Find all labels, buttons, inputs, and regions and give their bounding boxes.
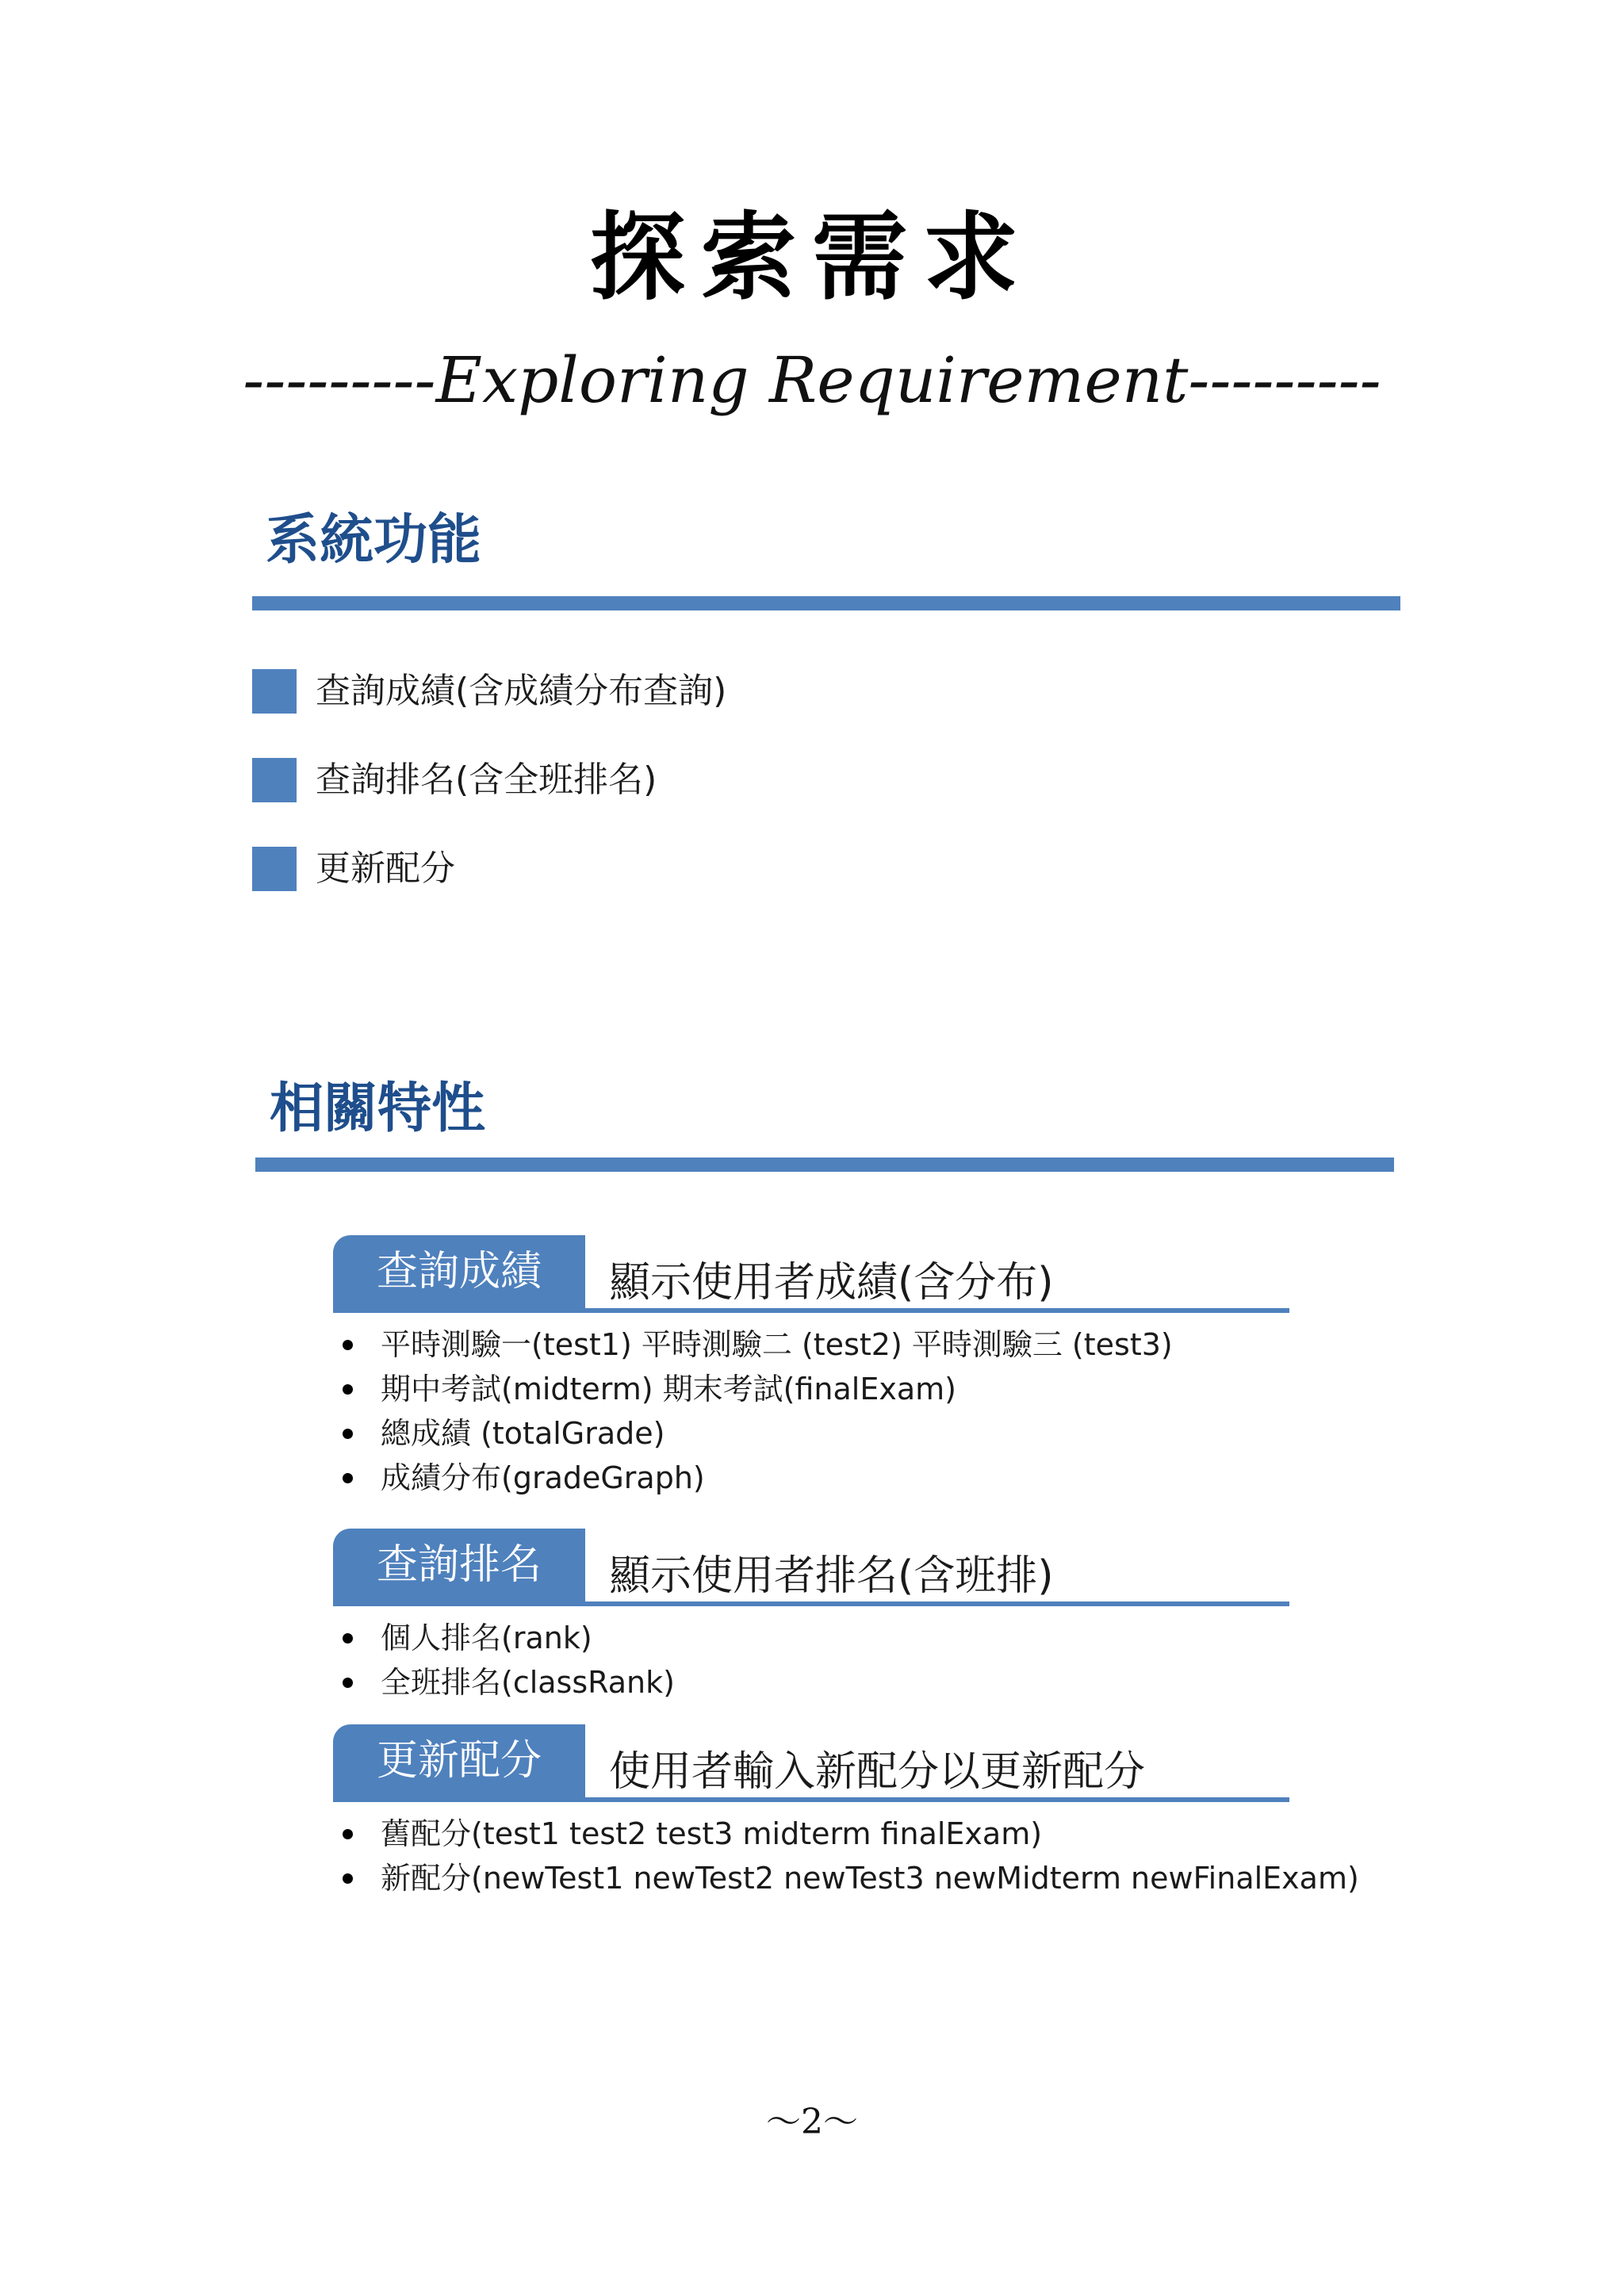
list-item: 總成績 (totalGrade) bbox=[333, 1411, 1289, 1456]
feature-block-query-rank bbox=[333, 1529, 1289, 1705]
feature-header bbox=[333, 1235, 1289, 1308]
feature-header bbox=[333, 1529, 1289, 1601]
list-item: 成績分布(gradeGraph) bbox=[333, 1456, 1289, 1500]
section-heading-system-functions: 系統功能 bbox=[266, 509, 482, 572]
feature-underline bbox=[333, 1601, 1289, 1606]
section-rule-related-features bbox=[255, 1158, 1394, 1172]
feature-block-update-weights bbox=[333, 1724, 1359, 1900]
feature-bullet-list bbox=[333, 1812, 1359, 1900]
feature-underline bbox=[333, 1797, 1289, 1802]
feature-tab: 查詢成績 bbox=[333, 1235, 585, 1308]
function-item bbox=[252, 845, 455, 893]
page-subtitle: ---------Exploring Requirement--------- bbox=[243, 343, 1381, 417]
function-item-label: 查詢排名(含全班排名) bbox=[316, 760, 657, 800]
feature-description: 顯示使用者成績(含分布) bbox=[609, 1259, 1054, 1307]
feature-tab: 查詢排名 bbox=[333, 1529, 585, 1601]
square-bullet-icon bbox=[252, 758, 297, 802]
feature-tab: 更新配分 bbox=[333, 1724, 585, 1797]
section-heading-related-features: 相關特性 bbox=[270, 1077, 486, 1140]
feature-description: 顯示使用者排名(含班排) bbox=[609, 1552, 1054, 1600]
list-item: 期中考試(midterm) 期末考試(finalExam) bbox=[333, 1367, 1289, 1411]
page-number: ～2～ bbox=[766, 2102, 858, 2142]
list-item: 平時測驗一(test1) 平時測驗二 (test2) 平時測驗三 (test3) bbox=[333, 1322, 1289, 1367]
list-item: 新配分(newTest1 newTest2 newTest3 newMidterm newFinalExam) bbox=[333, 1856, 1289, 1900]
page-title: 探索需求 bbox=[590, 201, 1034, 313]
feature-bullet-list bbox=[333, 1322, 1289, 1500]
list-item: 全班排名(classRank) bbox=[333, 1660, 1289, 1705]
function-item-label: 更新配分 bbox=[316, 848, 455, 889]
feature-description: 使用者輸入新配分以更新配分 bbox=[609, 1748, 1146, 1796]
list-item: 個人排名(rank) bbox=[333, 1616, 1289, 1660]
function-item-label: 查詢成績(含成績分布查詢) bbox=[316, 671, 727, 711]
function-item bbox=[252, 668, 726, 715]
feature-bullet-list bbox=[333, 1616, 1289, 1705]
square-bullet-icon bbox=[252, 669, 297, 714]
section-rule-system-functions bbox=[252, 596, 1400, 610]
feature-block-query-grades bbox=[333, 1235, 1289, 1500]
function-item bbox=[252, 756, 657, 804]
square-bullet-icon bbox=[252, 847, 297, 891]
feature-underline bbox=[333, 1308, 1289, 1313]
feature-header bbox=[333, 1724, 1289, 1797]
list-item: 舊配分(test1 test2 test3 midterm finalExam) bbox=[333, 1812, 1289, 1856]
